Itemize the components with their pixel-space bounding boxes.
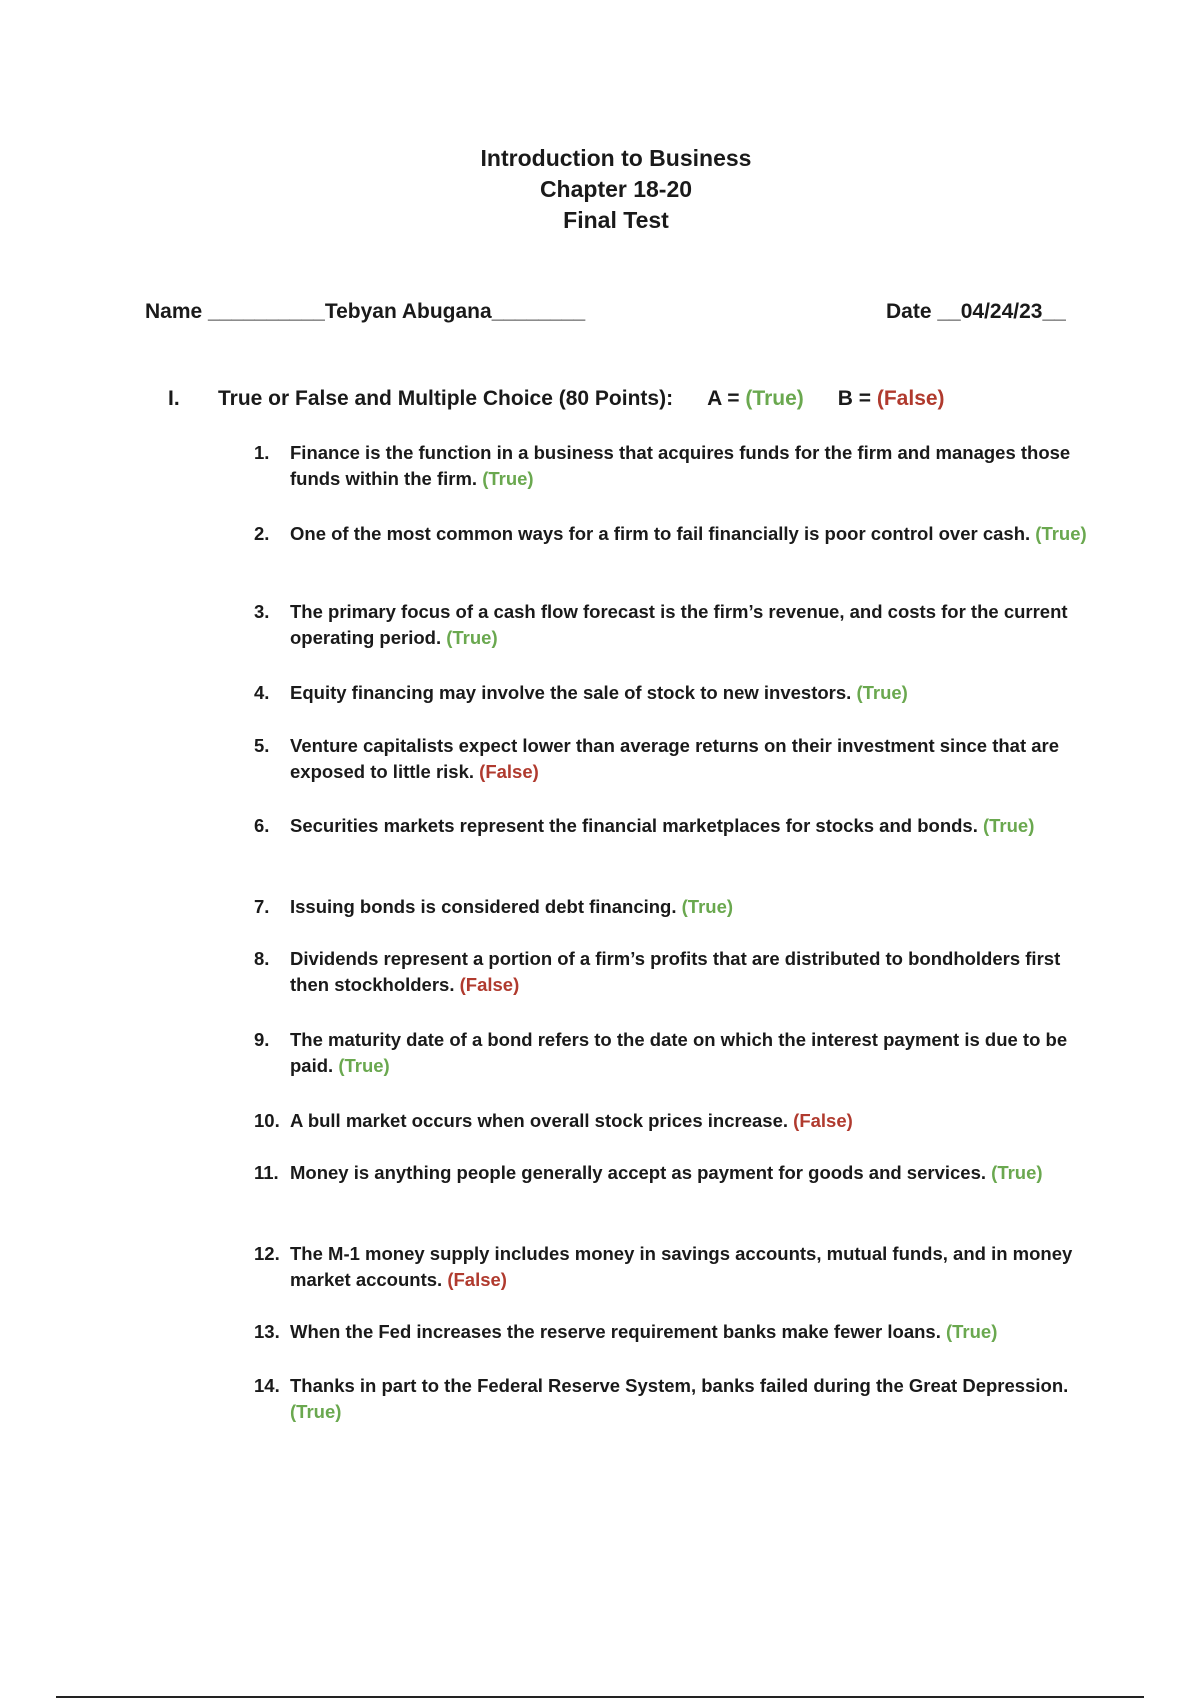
date-value: __04/24/23__ xyxy=(937,300,1066,323)
question-text: When the Fed increases the reserve requirement banks make fewer loans. xyxy=(290,1321,941,1342)
question-body xyxy=(290,1319,1094,1345)
date-field xyxy=(886,300,1066,324)
chapter-range: Chapter 18-20 xyxy=(539,176,693,202)
section-heading xyxy=(168,387,945,411)
document-title xyxy=(0,143,1200,236)
key-b-label: B = xyxy=(837,387,872,410)
question-text: The M-1 money supply includes money in savings accounts, mutual funds, and in money market accounts. xyxy=(290,1243,1073,1290)
question-answer: (True) xyxy=(446,627,498,648)
question-text: Equity financing may involve the sale of stock to new investors. xyxy=(290,682,852,703)
question-body xyxy=(290,733,1094,785)
question-text: Securities markets represent the financial marketplaces for stocks and bonds. xyxy=(290,815,978,836)
question-body xyxy=(290,813,1094,839)
question-answer: (True) xyxy=(338,1055,390,1076)
question-text: The maturity date of a bond refers to the date on which the interest payment is due to be paid. xyxy=(290,1029,1068,1076)
question-text: A bull market occurs when overall stock prices increase. xyxy=(290,1110,789,1131)
question-item xyxy=(254,599,1094,651)
question-item xyxy=(254,1373,1094,1425)
question-item xyxy=(254,1319,1094,1345)
question-number: 12. xyxy=(254,1243,280,1264)
question-number: 13. xyxy=(254,1321,280,1342)
question-text: Money is anything people generally accept as payment for goods and services. xyxy=(290,1162,987,1183)
key-b xyxy=(838,387,945,410)
question-number: 1. xyxy=(254,442,270,463)
test-title: Final Test xyxy=(563,207,669,233)
question-body xyxy=(290,946,1094,998)
question-body xyxy=(290,1373,1094,1425)
key-a-value: (True) xyxy=(745,387,804,410)
question-answer: (True) xyxy=(991,1162,1043,1183)
question-item xyxy=(254,894,1094,920)
name-field xyxy=(145,300,585,324)
name-value: __________Tebyan Abugana________ xyxy=(208,300,586,323)
question-number: 14. xyxy=(254,1375,280,1396)
question-body xyxy=(290,440,1094,492)
question-answer: (True) xyxy=(290,1401,342,1422)
bottom-divider xyxy=(56,1696,1144,1698)
question-item xyxy=(254,1027,1094,1079)
question-text: Dividends represent a portion of a firm’s profits that are distributed to bondholders first then stockholders. xyxy=(290,948,1061,995)
question-item xyxy=(254,440,1094,492)
question-number: 7. xyxy=(254,896,270,917)
question-text: Finance is the function in a business that acquires funds for the firm and manages those funds within the firm. xyxy=(290,442,1071,489)
question-answer: (False) xyxy=(793,1110,853,1131)
question-answer: (True) xyxy=(1035,523,1087,544)
question-item xyxy=(254,1160,1094,1186)
key-a-label: A = xyxy=(707,387,740,410)
question-answer: (True) xyxy=(945,1321,998,1342)
question-answer: (True) xyxy=(856,682,908,703)
question-body xyxy=(290,1160,1094,1186)
question-body xyxy=(290,599,1094,651)
date-label: Date xyxy=(886,300,932,323)
question-number: 5. xyxy=(254,735,270,756)
question-answer: (True) xyxy=(482,468,534,489)
question-body xyxy=(290,1108,1094,1134)
question-answer: (True) xyxy=(982,815,1035,836)
question-item xyxy=(254,1241,1094,1293)
question-item xyxy=(254,680,1094,706)
question-text: Thanks in part to the Federal Reserve System, banks failed during the Great Depression. xyxy=(290,1375,1069,1396)
question-item xyxy=(254,521,1094,547)
question-answer: (False) xyxy=(479,761,539,782)
question-answer: (False) xyxy=(447,1269,507,1290)
question-body xyxy=(290,894,1094,920)
question-text: Venture capitalists expect lower than average returns on their investment since that are exposed to little risk. xyxy=(290,735,1060,782)
question-number: 4. xyxy=(254,682,270,703)
question-number: 2. xyxy=(254,523,270,544)
name-label: Name xyxy=(145,300,203,323)
section-title: True or False and Multiple Choice (80 Points): xyxy=(218,387,674,410)
question-item xyxy=(254,946,1094,998)
question-number: 10. xyxy=(254,1110,280,1131)
key-b-value: (False) xyxy=(876,387,945,410)
question-item xyxy=(254,733,1094,785)
question-item xyxy=(254,1108,1094,1134)
course-title: Introduction to Business xyxy=(480,145,752,171)
question-body xyxy=(290,680,1094,706)
question-body xyxy=(290,521,1094,547)
section-numeral: I. xyxy=(168,387,180,410)
question-number: 9. xyxy=(254,1029,270,1050)
question-text: The primary focus of a cash flow forecast is the firm’s revenue, and costs for the current operating period. xyxy=(290,601,1068,648)
question-answer: (True) xyxy=(681,896,734,917)
key-a xyxy=(707,387,804,410)
question-number: 3. xyxy=(254,601,270,622)
question-number: 6. xyxy=(254,815,270,836)
question-item xyxy=(254,813,1094,839)
question-text: One of the most common ways for a firm to fail financially is poor control over cash. xyxy=(290,523,1031,544)
question-number: 8. xyxy=(254,948,270,969)
question-text: Issuing bonds is considered debt financing. xyxy=(290,896,677,917)
question-body xyxy=(290,1241,1094,1293)
question-answer: (False) xyxy=(459,974,520,995)
question-number: 11. xyxy=(254,1162,279,1183)
question-body xyxy=(290,1027,1094,1079)
